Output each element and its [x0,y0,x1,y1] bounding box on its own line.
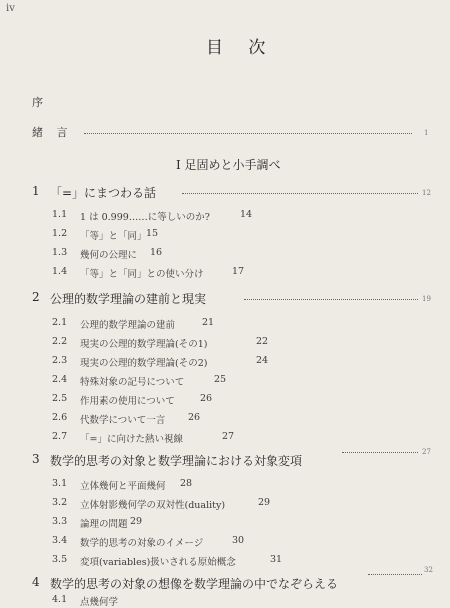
section-number: 2.7 [52,431,68,442]
section-title: 論理の問題 [80,519,128,530]
section-number: 1.4 [52,266,68,277]
page-number: iv [6,3,15,14]
section-page: 28 [180,478,193,489]
chapter-1-title: 「=」にまつわる話 [50,186,157,200]
section-page: 26 [188,412,201,423]
section-number: 2.2 [52,336,68,347]
front-introduction: 緒 言 [32,126,73,139]
section-title: 立体幾何と平面幾何 [80,481,166,492]
front-introduction-page: 1 [424,129,429,137]
section-title: 現実の公理的数学理論(その2) [80,358,208,369]
section-title: 立体射影幾何学の双対性(duality) [80,500,226,511]
section-title: 「=」に向けた熱い視線 [80,434,183,445]
section-page: 21 [202,317,215,328]
section-title: 幾何の公理に [80,250,138,261]
section-number: 1.3 [52,247,68,258]
section-number: 2.4 [52,374,68,385]
dot-leader [368,574,422,575]
section-number: 3.2 [52,497,68,508]
section-number: 2.5 [52,393,68,404]
chapter-3-page: 27 [422,448,431,456]
chapter-3-number: 3 [32,452,40,466]
dot-leader [342,452,418,453]
section-page: 29 [130,516,143,527]
chapter-2-number: 2 [32,290,40,304]
chapter-4-number: 4 [32,575,40,589]
section-title: 数学的思考の対象のイメージ [80,538,204,549]
chapter-1-number: 1 [32,184,40,198]
section-page: 27 [222,431,235,442]
part-heading: I 足固めと小手調べ [176,158,281,172]
section-title: 点幾何学 [80,597,119,608]
dot-leader [182,193,418,194]
section-page: 14 [240,209,253,220]
chapter-1-page: 12 [422,189,431,197]
section-number: 2.6 [52,412,68,423]
section-title: 作用素の使用について [80,396,175,407]
dot-leader [84,133,412,134]
section-page: 30 [232,535,245,546]
section-title: 現実の公理的数学理論(その1) [80,339,208,350]
section-number: 3.1 [52,478,68,489]
section-title: 「等」と「同」との使い分け [80,269,204,280]
section-page: 22 [256,336,269,347]
dot-leader [244,299,418,300]
chapter-2-title: 公理的数学理論の建前と現実 [50,292,207,306]
section-number: 3.5 [52,554,68,565]
section-number: 1.1 [52,209,68,220]
section-number: 3.4 [52,535,68,546]
section-title: 「等」と「同」 [80,231,147,242]
chapter-2-page: 19 [422,295,431,303]
chapter-3-title: 数学的思考の対象と数学理論における対象変項 [50,454,303,468]
section-page: 29 [258,497,271,508]
chapter-4-page: 32 [424,566,433,574]
section-title: 特殊対象の記号について [80,377,185,388]
section-title: 変項(variables)扱いされる原始概念 [80,557,236,568]
section-number: 1.2 [52,228,68,239]
section-page: 15 [146,228,159,239]
front-preface: 序 [32,96,43,109]
section-number: 3.3 [52,516,68,527]
page-title: 目 次 [206,38,276,58]
section-number: 2.1 [52,317,68,328]
section-title: 代数学について一言 [80,415,166,426]
section-number: 2.3 [52,355,68,366]
chapter-4-title: 数学的思考の対象の想像を数学理論の中でなぞらえる [50,577,339,591]
section-title: 1 は 0.999……に等しいのか? [80,212,210,223]
section-page: 16 [150,247,163,258]
section-title: 公理的数学理論の建前 [80,320,176,331]
section-number: 4.1 [52,594,68,605]
section-page: 17 [232,266,245,277]
section-page: 31 [270,554,283,565]
section-page: 25 [214,374,227,385]
section-page: 26 [200,393,213,404]
section-page: 24 [256,355,269,366]
